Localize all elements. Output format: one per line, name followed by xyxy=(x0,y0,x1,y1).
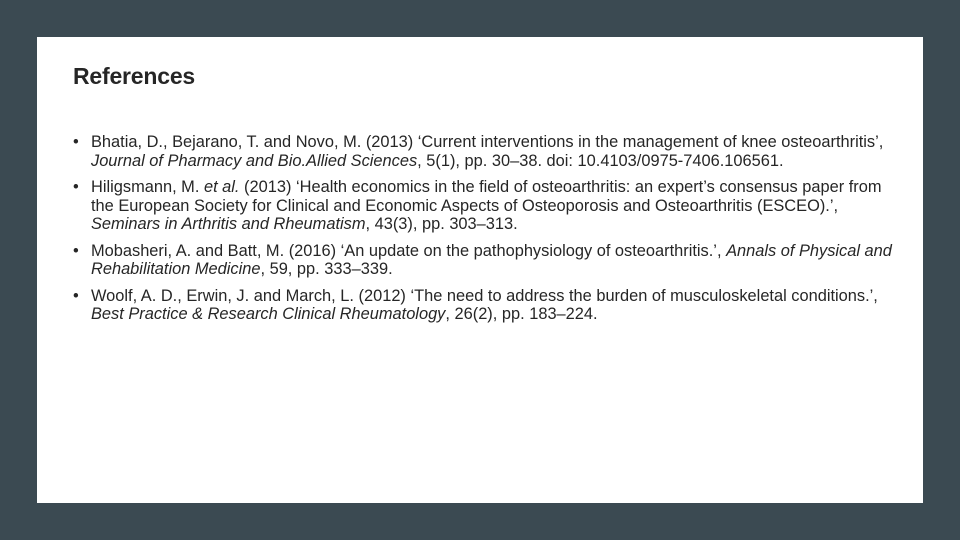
reference-item xyxy=(73,242,893,279)
reference-text: (2013) ‘Health economics in the field of osteoarthritis: an expert’s consensus paper from the European Society for Clinical and Economic Aspects of Osteoporosis and Osteoarthritis (ESCEO).’, xyxy=(91,178,882,215)
reference-journal: Journal of Pharmacy and Bio.Allied Sciences xyxy=(91,151,418,170)
reference-journal: Best Practice & Research Clinical Rheumatology xyxy=(91,305,446,323)
reference-item xyxy=(73,133,893,170)
reference-text: Mobasheri, A. and Batt, M. (2016) ‘An update on the pathophysiology of osteoarthritis.’, xyxy=(91,241,727,260)
reference-text: Hiligsmann, M. xyxy=(91,178,204,196)
reference-list xyxy=(73,133,893,332)
reference-details: , 59, pp. 333–339. xyxy=(260,260,393,278)
reference-et-al: et al. xyxy=(203,178,240,196)
slide xyxy=(37,37,923,503)
reference-item xyxy=(73,178,893,234)
reference-details: , 5(1), pp. 30–38. doi: 10.4103/0975-7406.106561. xyxy=(417,151,784,170)
slide-title: References xyxy=(73,63,196,89)
reference-journal: Seminars in Arthritis and Rheumatism xyxy=(91,215,366,233)
reference-text: Woolf, A. D., Erwin, J. and March, L. (2012) ‘The need to address the burden of musculoskeletal conditions.’, xyxy=(91,286,878,305)
reference-journal: Annals of Physical and Rehabilitation Medicine xyxy=(91,241,892,278)
reference-text: Bhatia, D., Bejarano, T. and Novo, M. (2013) ‘Current interventions in the management of knee osteoarthritis’, xyxy=(91,133,884,151)
reference-details: , 43(3), pp. 303–313. xyxy=(365,215,518,233)
reference-item xyxy=(73,287,893,324)
reference-details: , 26(2), pp. 183–224. xyxy=(445,305,598,323)
